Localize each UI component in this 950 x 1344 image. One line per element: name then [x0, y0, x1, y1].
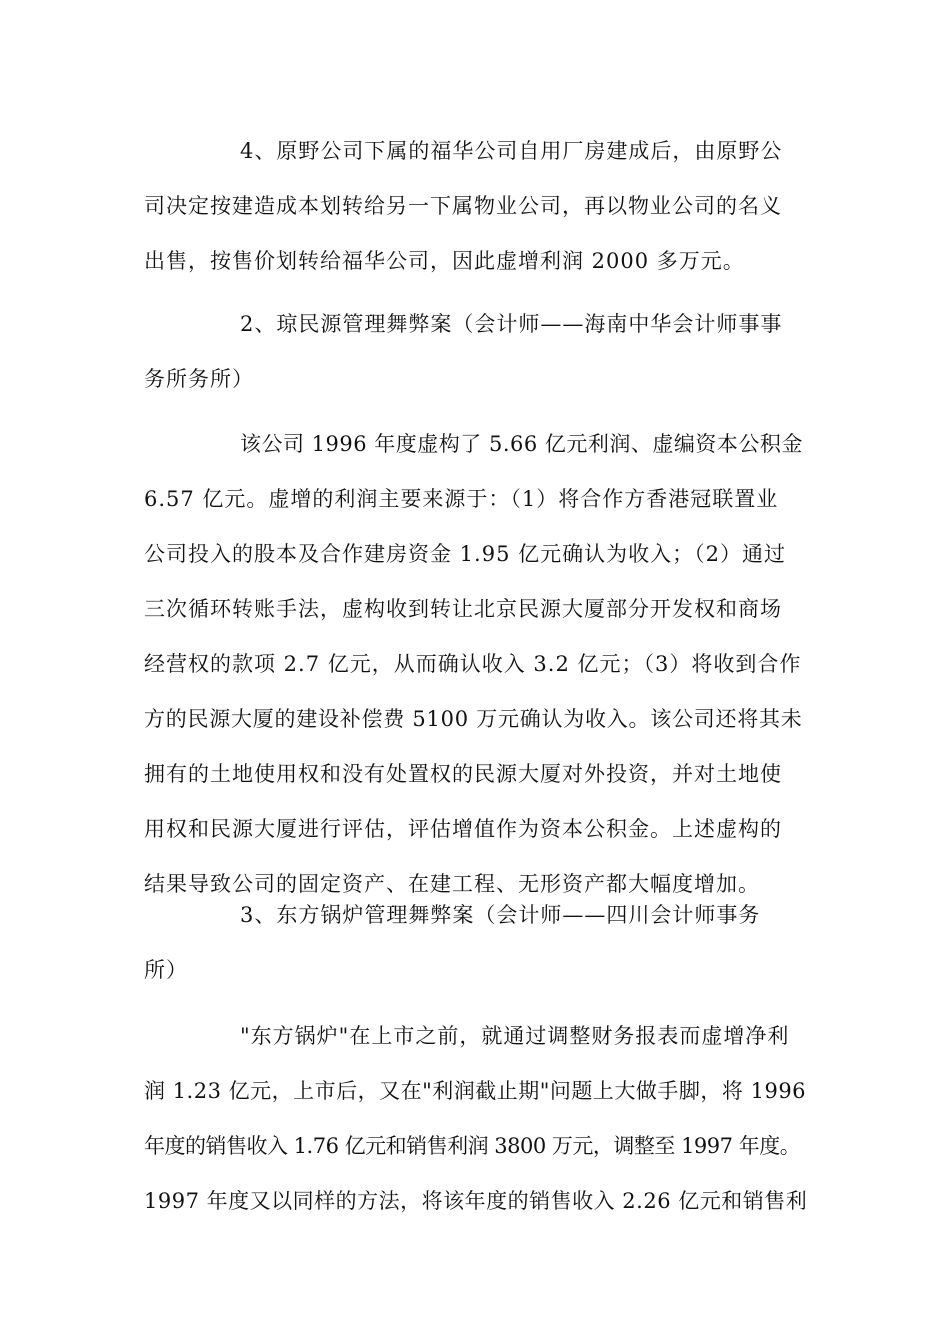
paragraph-qiongminyuan-details — [144, 417, 809, 912]
text-line: 用权和民源大厦进行评估，评估增值作为资本公积金。上述虚构的 — [144, 817, 782, 841]
text-line: 4、原野公司下属的福华公司自用厂房建成后，由原野公 — [240, 139, 783, 163]
text-line: 方的民源大厦的建设补偿费 5100 万元确认为收入。该公司还将其未 — [144, 707, 803, 731]
text-line: 6.57 亿元。虚增的利润主要来源于：（1）将合作方香港冠联置业 — [144, 487, 779, 511]
text-line: 2、琼民源管理舞弊案（会计师——海南中华会计师事事 — [240, 312, 783, 336]
text-line: "东方锅炉"在上市之前，就通过调整财务报表而虚增净利 — [240, 1024, 790, 1048]
text-line: 经营权的款项 2.7 亿元，从而确认收入 3.2 亿元；（3）将收到合作 — [144, 652, 802, 676]
paragraph-dongfang-boiler-details — [144, 1009, 809, 1229]
text-line: 务所务所） — [144, 367, 254, 391]
text-line: 出售，按售价划转给福华公司，因此虚增利润 2000 多万元。 — [144, 249, 745, 273]
text-line: 拥有的土地使用权和没有处置权的民源大厦对外投资，并对土地使 — [144, 762, 782, 786]
text-line: 润 1.23 亿元，上市后，又在"利润截止期"问题上大做手脚，将 1996 — [144, 1079, 807, 1103]
text-line: 该公司 1996 年度虚构了 5.66 亿元利润、虚编资本公积金 — [240, 432, 803, 456]
text-line: 公司投入的股本及合作建房资金 1.95 亿元确认为收入；（2）通过 — [144, 542, 786, 566]
text-line: 3、东方锅炉管理舞弊案（会计师——四川会计师事务 — [240, 903, 761, 927]
heading-qiongminyuan-case — [144, 297, 809, 407]
text-line: 年度的销售收入 1.76 亿元和销售利润 3800 万元，调整至 1997 年度。 — [144, 1134, 801, 1158]
text-line: 1997 年度又以同样的方法，将该年度的销售收入 2.26 亿元和销售利 — [144, 1189, 808, 1213]
text-line: 结果导致公司的固定资产、在建工程、无形资产都大幅度增加。 — [144, 872, 760, 896]
text-line: 司决定按建造成本划转给另一下属物业公司，再以物业公司的名义 — [144, 194, 782, 218]
paragraph-yuanye-item-4 — [144, 124, 809, 289]
text-line: 所） — [144, 958, 188, 982]
text-line: 三次循环转账手法，虚构收到转让北京民源大厦部分开发权和商场 — [144, 597, 782, 621]
heading-dongfang-boiler-case — [144, 888, 809, 998]
